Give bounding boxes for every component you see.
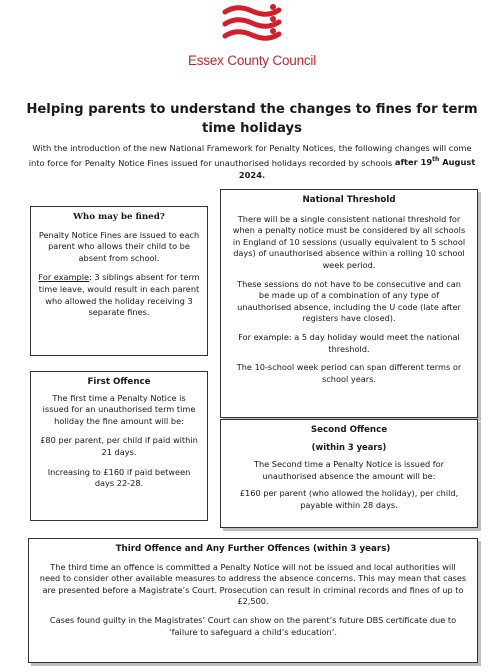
second-offence-p2: £160 per parent (who allowed the holiday), per child, payable within 28 days. (239, 488, 459, 510)
national-threshold-box (220, 189, 478, 418)
intro-paragraph (24, 142, 480, 181)
second-offence-subheading: (within 3 years) (311, 441, 387, 452)
first-offence-p3: Increasing to £160 if paid between days 22-28. (47, 466, 191, 489)
intro-date: after 19th August 2024. (238, 156, 476, 180)
first-offence-box (30, 371, 208, 521)
seaxes-emblem-icon (217, 2, 287, 52)
who-may-be-fined-body: Penalty Notice Fines are issued to each parent who allows their child to be absent from school. (38, 229, 200, 263)
national-threshold-p4: The 10-school week period can span different terms or school years. (236, 362, 462, 384)
first-offence-p2: £80 per parent, per child if paid within 21 days. (40, 435, 198, 457)
national-threshold-heading: National Threshold (302, 195, 396, 205)
who-may-be-fined-example: For example: 3 siblings absent for term time leave, would result in each parent who allowed the holiday receiving 3 separate fines. (38, 272, 200, 318)
third-offence-box (28, 538, 478, 663)
page-title: Helping parents to understand the changes to fines for term time holidays (26, 102, 478, 136)
first-offence-heading: First Offence (87, 377, 151, 387)
intro-text: With the introduction of the new National Framework for Penalty Notices, the following changes will come into force for Penalty Notice Fines issued for unauthorised holidays recorded by schools (28, 143, 472, 168)
third-offence-heading: Third Offence and Any Further Offences (within 3 years) (115, 544, 391, 554)
national-threshold-p2: These sessions do not have to be consecutive and can be made up of a combination of any type of unauthorised absence, including the U code (late after registers have closed). (237, 278, 461, 324)
national-threshold-p1: There will be a single consistent national threshold for when a penalty notice must be considered by all schools in England of 10 sessions (usually equivalent to 5 school days) of unauthorised absence within a rolling 10 school week period. (232, 213, 466, 270)
national-threshold-p3: For example: a 5 day holiday would meet the national threshold. (238, 331, 460, 354)
second-offence-box (220, 419, 478, 528)
third-offence-p1: The third time an offence is committed a Penalty Notice will not be issued and local authorities will need to consider other available measures to address the absence concerns. This may mean that cases are presented before a Magistrate’s Court. Prosecution can result in criminal records and fines of up to £2,500. (39, 561, 467, 607)
council-logo (0, 2, 504, 68)
second-offence-heading: Second Offence (310, 425, 388, 435)
who-may-be-fined-heading: Who may be fined? (73, 212, 165, 222)
second-offence-p1: The Second time a Penalty Notice is issued for unauthorised absence the amount will be: (253, 459, 445, 481)
first-offence-p1: The first time a Penalty Notice is issued for an unauthorised term time holiday the fine amount will be: (42, 392, 196, 426)
who-may-be-fined-box (30, 206, 208, 356)
third-offence-p2: Cases found guilty in the Magistrates’ Court can show on the parent’s future DBS certificate due to ‘failure to safeguard a child’s education’. (49, 614, 457, 637)
logo-text: Essex County Council (187, 53, 317, 68)
